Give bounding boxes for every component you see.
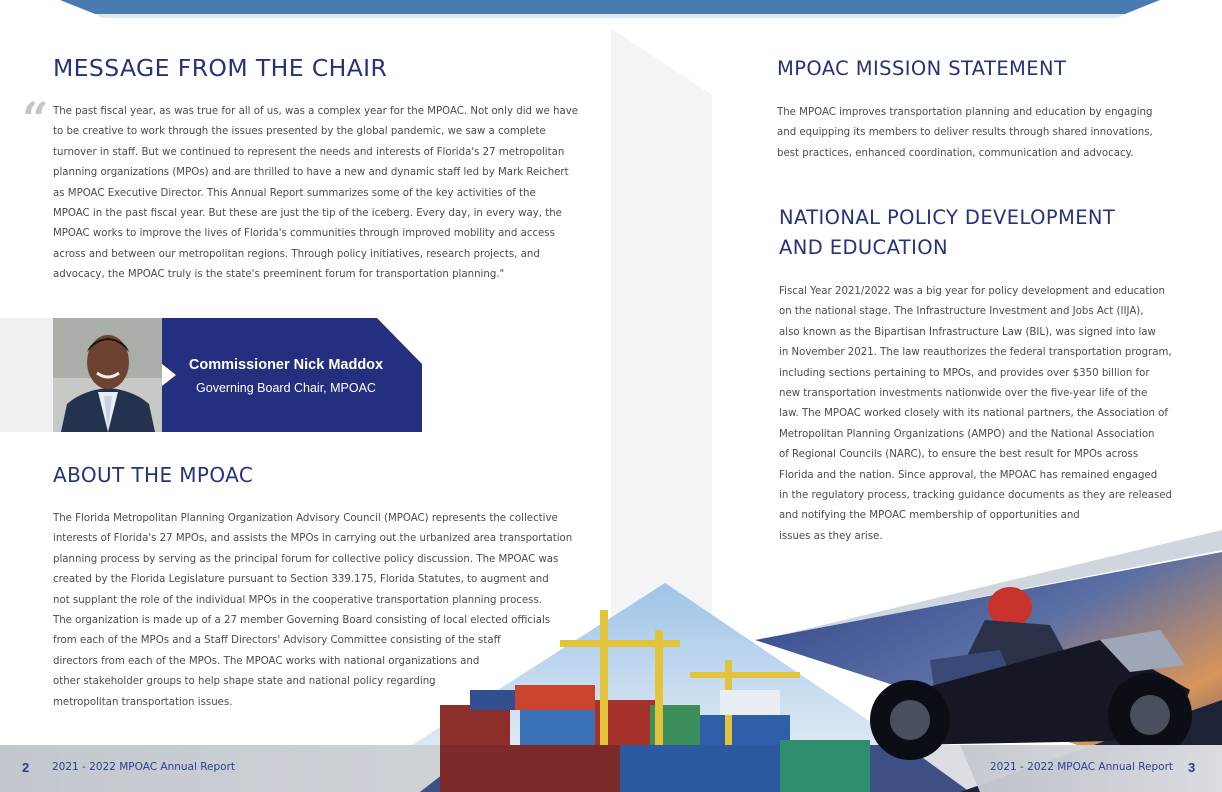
policy-line: issues as they arise.	[779, 530, 883, 542]
chair-message-line: across and between our metropolitan regions. Through policy initiatives, research projects, and	[53, 248, 540, 260]
right-footer-text: 2021 - 2022 MPOAC Annual Report	[990, 761, 1174, 773]
policy-title	[779, 203, 1115, 263]
policy-line: on the national stage. The Infrastructure Investment and Jobs Act (IIJA),	[779, 306, 1144, 318]
chair-message-line: to be creative to work through the issues presented by the global pandemic, we saw a complete	[53, 126, 546, 138]
about-line: metropolitan transportation issues.	[53, 696, 233, 708]
policy-line: and notifying the MPOAC membership of opportunities and	[779, 510, 1080, 522]
policy-body	[779, 282, 1172, 547]
about-line: interests of Florida's 27 MPOs, and assists the MPOs in carrying out the urbanized area transportation	[53, 533, 573, 545]
chair-message-line: planning organizations (MPOs) and are thrilled to have a new and dynamic staff led by Mark Reichert	[53, 167, 569, 179]
mission-line: and equipping its members to deliver results through shared innovations,	[777, 127, 1153, 139]
about-line: other stakeholder groups to help shape state and national policy regarding	[53, 676, 436, 688]
about-line: The organization is made up of a 27 member Governing Board consisting of local elected officials	[53, 615, 551, 627]
left-page-number: 2	[22, 760, 30, 775]
about-line: not supplant the role of the individual MPOs in the cooperative transportation planning process.	[53, 594, 543, 606]
left-footer-text: 2021 - 2022 MPOAC Annual Report	[52, 761, 236, 773]
policy-title-line: NATIONAL POLICY DEVELOPMENT	[779, 206, 1116, 229]
top-band-edge	[95, 14, 1125, 18]
quote-mark-icon: “	[22, 92, 49, 146]
policy-line: in November 2021. The law reauthorizes the federal transportation program,	[779, 347, 1172, 359]
about-line: created by the Florida Legislature pursuant to Section 339.175, Florida Statutes, to augment and	[53, 574, 549, 586]
policy-title-line: AND EDUCATION	[779, 236, 948, 259]
mission-title: MPOAC MISSION STATEMENT	[777, 57, 1067, 80]
chair-name: Commissioner Nick Maddox	[188, 357, 384, 373]
chair-message-line: advocacy, the MPOAC truly is the state's preeminent forum for transportation planning."	[53, 269, 505, 281]
policy-line: Fiscal Year 2021/2022 was a big year for policy development and education	[779, 286, 1165, 297]
chair-role: Governing Board Chair, MPOAC	[196, 381, 376, 395]
about-line: directors from each of the MPOs. The MPOAC works with national organizations and	[53, 655, 480, 667]
top-band	[60, 0, 1160, 14]
policy-line: Metropolitan Planning Organizations (AMPO) and the National Association	[779, 428, 1155, 440]
portrait-side-block	[0, 318, 54, 432]
policy-line: Florida and the nation. Since approval, the MPOAC has remained engaged	[779, 469, 1158, 481]
chair-message-line: The past fiscal year, as was true for all of us, was a complex year for the MPOAC. Not only did we have	[53, 106, 579, 117]
policy-line: including sections pertaining to MPOs, and provides over $350 billion for	[779, 367, 1150, 379]
policy-line: new transportation investments nationwide over the five-year life of the	[779, 388, 1148, 400]
policy-line: of Regional Councils (NARC), to ensure the best result for MPOs across	[779, 449, 1139, 461]
about-title: ABOUT THE MPOAC	[53, 463, 254, 487]
mission-line: The MPOAC improves transportation planning and education by engaging	[777, 107, 1153, 118]
chair-message-line: turnover in staff. But we continued to represent the needs and interests of Florida's 27 metropolitan	[53, 146, 565, 158]
mission-line: best practices, enhanced coordination, communication and advocacy.	[777, 147, 1134, 159]
chair-message-title: MESSAGE FROM THE CHAIR	[53, 54, 388, 82]
chair-portrait	[53, 318, 163, 432]
policy-line: law. The MPOAC worked closely with its national partners, the Association of	[779, 408, 1169, 420]
about-line: from each of the MPOs and a Staff Directors' Advisory Committee consisting of the staff	[53, 635, 501, 647]
about-line: The Florida Metropolitan Planning Organization Advisory Council (MPOAC) represents the collective	[53, 513, 558, 524]
chair-name-banner	[162, 318, 424, 432]
right-page-number: 3	[1188, 760, 1196, 775]
policy-line: in the regulatory process, tracking guidance documents as they are released	[779, 490, 1173, 502]
about-line: planning process by serving as the principal forum for collective policy discussion. The MPOAC was	[53, 553, 559, 565]
about-body	[53, 509, 572, 713]
policy-line: also known as the Bipartisan Infrastructure Law (BIL), was signed into law	[779, 326, 1156, 338]
chair-message-body	[53, 102, 578, 286]
mission-body	[777, 103, 1153, 164]
chair-message-line: MPOAC works to improve the lives of Florida's communities through improved mobility and access	[53, 228, 555, 240]
chair-message-line: MPOAC in the past fiscal year. But these are just the tip of the iceberg. Every day, in every way, the	[53, 208, 562, 220]
chair-message-line: as MPOAC Executive Director. This Annual Report summarizes some of the key activities of the	[53, 187, 536, 199]
